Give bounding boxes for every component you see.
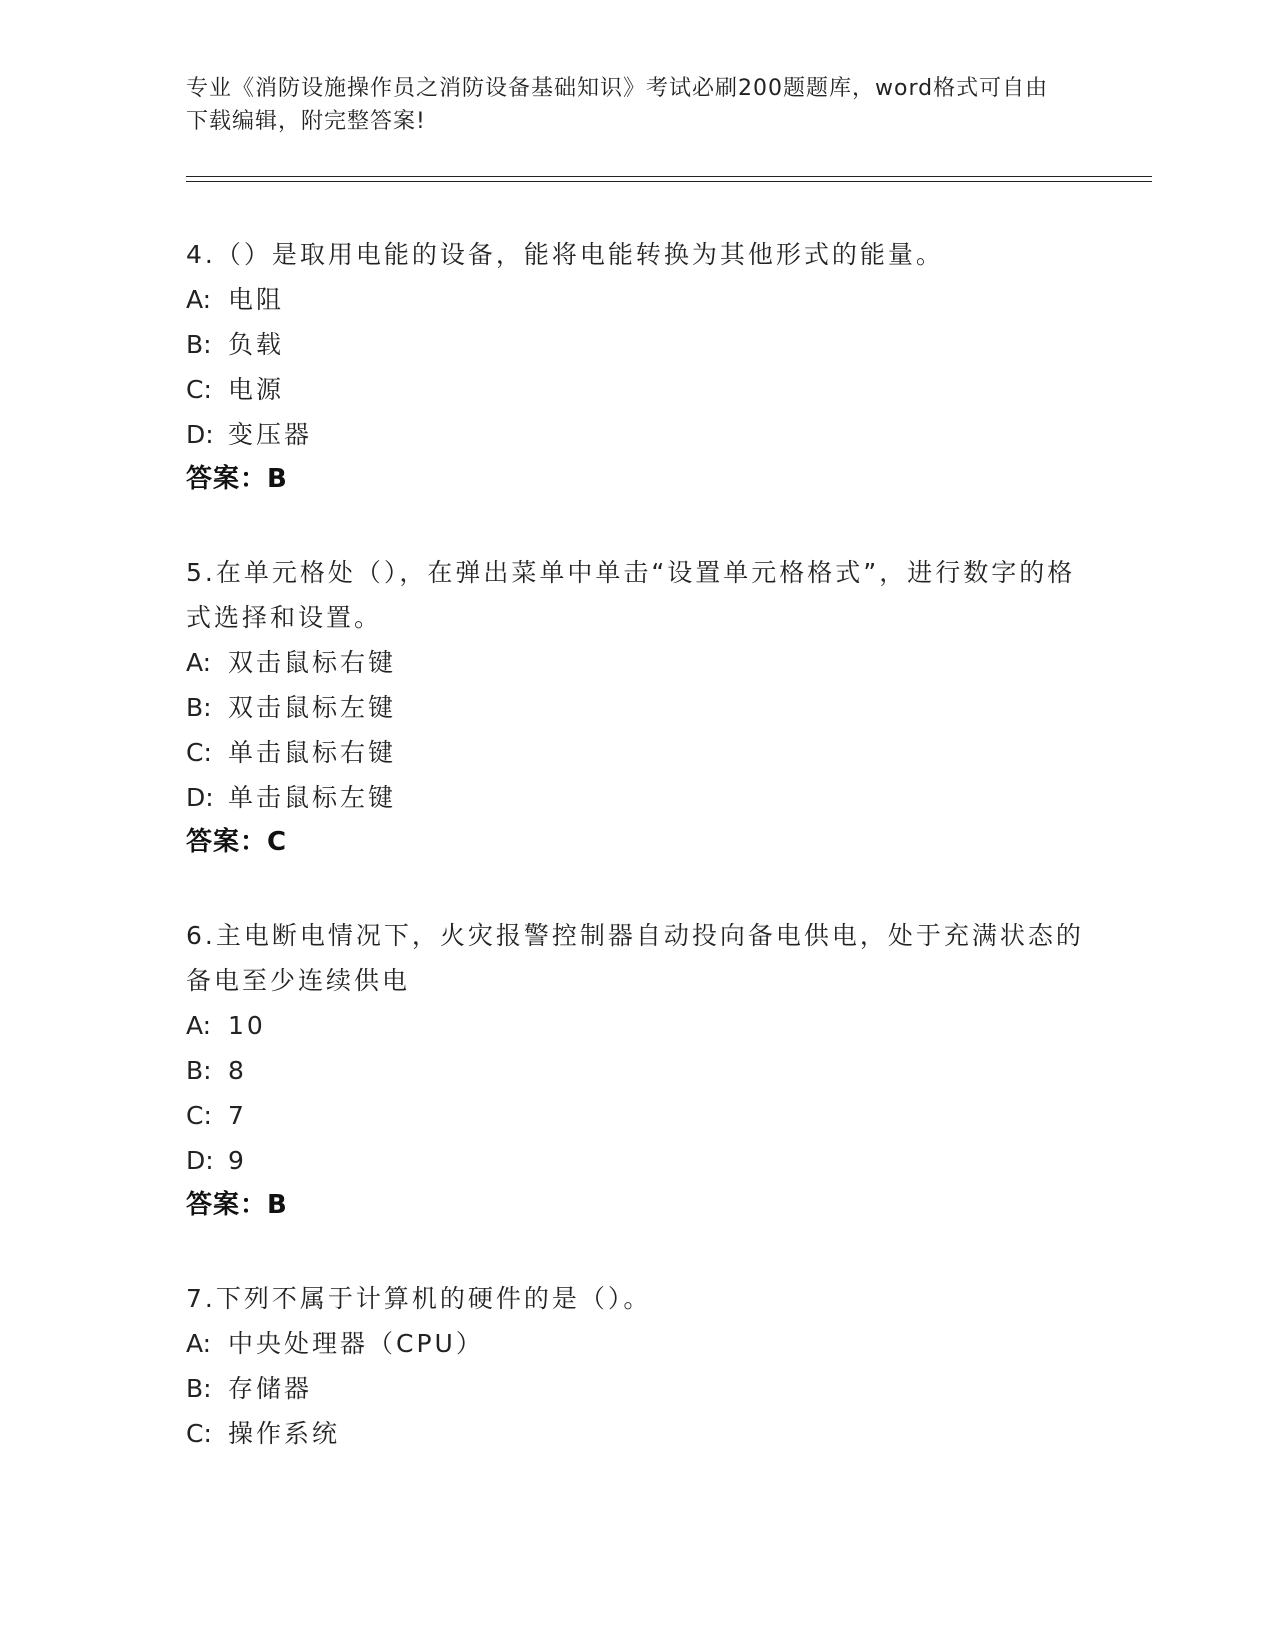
- answer-line: 答案：B: [186, 464, 288, 494]
- question-list: [186, 232, 1086, 1504]
- option-letter: B:: [186, 1056, 212, 1085]
- question-6: [186, 913, 1086, 1228]
- option-d: [186, 775, 1086, 820]
- answer-line: 答案：B: [186, 1190, 288, 1220]
- question-5: [186, 550, 1086, 865]
- option-b: [186, 1366, 1086, 1411]
- option-text: 单击鼠标左键: [228, 783, 397, 812]
- question-7: [186, 1276, 1086, 1456]
- option-text: 变压器: [228, 420, 313, 449]
- question-4: [186, 232, 1086, 502]
- option-a: [186, 640, 1086, 685]
- option-letter: D:: [186, 1146, 214, 1175]
- option-text: 10: [228, 1011, 266, 1040]
- option-text: 单击鼠标右键: [228, 738, 397, 767]
- option-text: 9: [228, 1146, 247, 1175]
- option-letter: B:: [186, 330, 212, 359]
- option-c: [186, 1093, 1086, 1138]
- option-letter: A:: [186, 648, 212, 677]
- option-letter: C:: [186, 375, 212, 404]
- option-a: [186, 1003, 1086, 1048]
- option-b: [186, 1048, 1086, 1093]
- option-c: [186, 367, 1086, 412]
- option-text: 8: [228, 1056, 247, 1085]
- option-a: [186, 1321, 1086, 1366]
- option-b: [186, 685, 1086, 730]
- option-d: [186, 412, 1086, 457]
- option-text: 电阻: [228, 285, 285, 314]
- option-a: [186, 277, 1086, 322]
- option-letter: B:: [186, 693, 212, 722]
- option-letter: A:: [186, 285, 212, 314]
- option-letter: A:: [186, 1011, 212, 1040]
- header-rule-bottom: [186, 181, 1152, 182]
- option-letter: C:: [186, 1419, 212, 1448]
- option-text: 负载: [228, 330, 285, 359]
- option-text: 操作系统: [228, 1419, 341, 1448]
- option-text: 双击鼠标右键: [228, 648, 397, 677]
- option-c: [186, 730, 1086, 775]
- option-text: 7: [228, 1101, 247, 1130]
- option-text: 电源: [228, 375, 285, 404]
- option-text: 双击鼠标左键: [228, 693, 397, 722]
- question-stem: 7.下列不属于计算机的硬件的是（）。: [186, 1284, 652, 1313]
- option-letter: D:: [186, 783, 214, 812]
- option-b: [186, 322, 1086, 367]
- question-stem: 5.在单元格处（），在弹出菜单中单击“设置单元格格式”，进行数字的格式选择和设置。: [186, 558, 1076, 632]
- document-header: 专业《消防设施操作员之消防设备基础知识》考试必刷200题题库，word格式可自由下载编辑，附完整答案!: [186, 76, 1049, 134]
- question-stem: 6.主电断电情况下，火灾报警控制器自动投向备电供电，处于充满状态的备电至少连续供电: [186, 921, 1084, 995]
- option-c: [186, 1411, 1086, 1456]
- option-letter: B:: [186, 1374, 212, 1403]
- question-stem: 4.（）是取用电能的设备，能将电能转换为其他形式的能量。: [186, 240, 944, 269]
- option-letter: C:: [186, 738, 212, 767]
- option-letter: C:: [186, 1101, 212, 1130]
- option-letter: D:: [186, 420, 214, 449]
- option-letter: A:: [186, 1329, 212, 1358]
- option-text: 中央处理器（CPU）: [228, 1329, 484, 1358]
- header-rule-top: [186, 176, 1152, 177]
- option-d: [186, 1138, 1086, 1183]
- answer-line: 答案：C: [186, 827, 288, 857]
- option-text: 存储器: [228, 1374, 313, 1403]
